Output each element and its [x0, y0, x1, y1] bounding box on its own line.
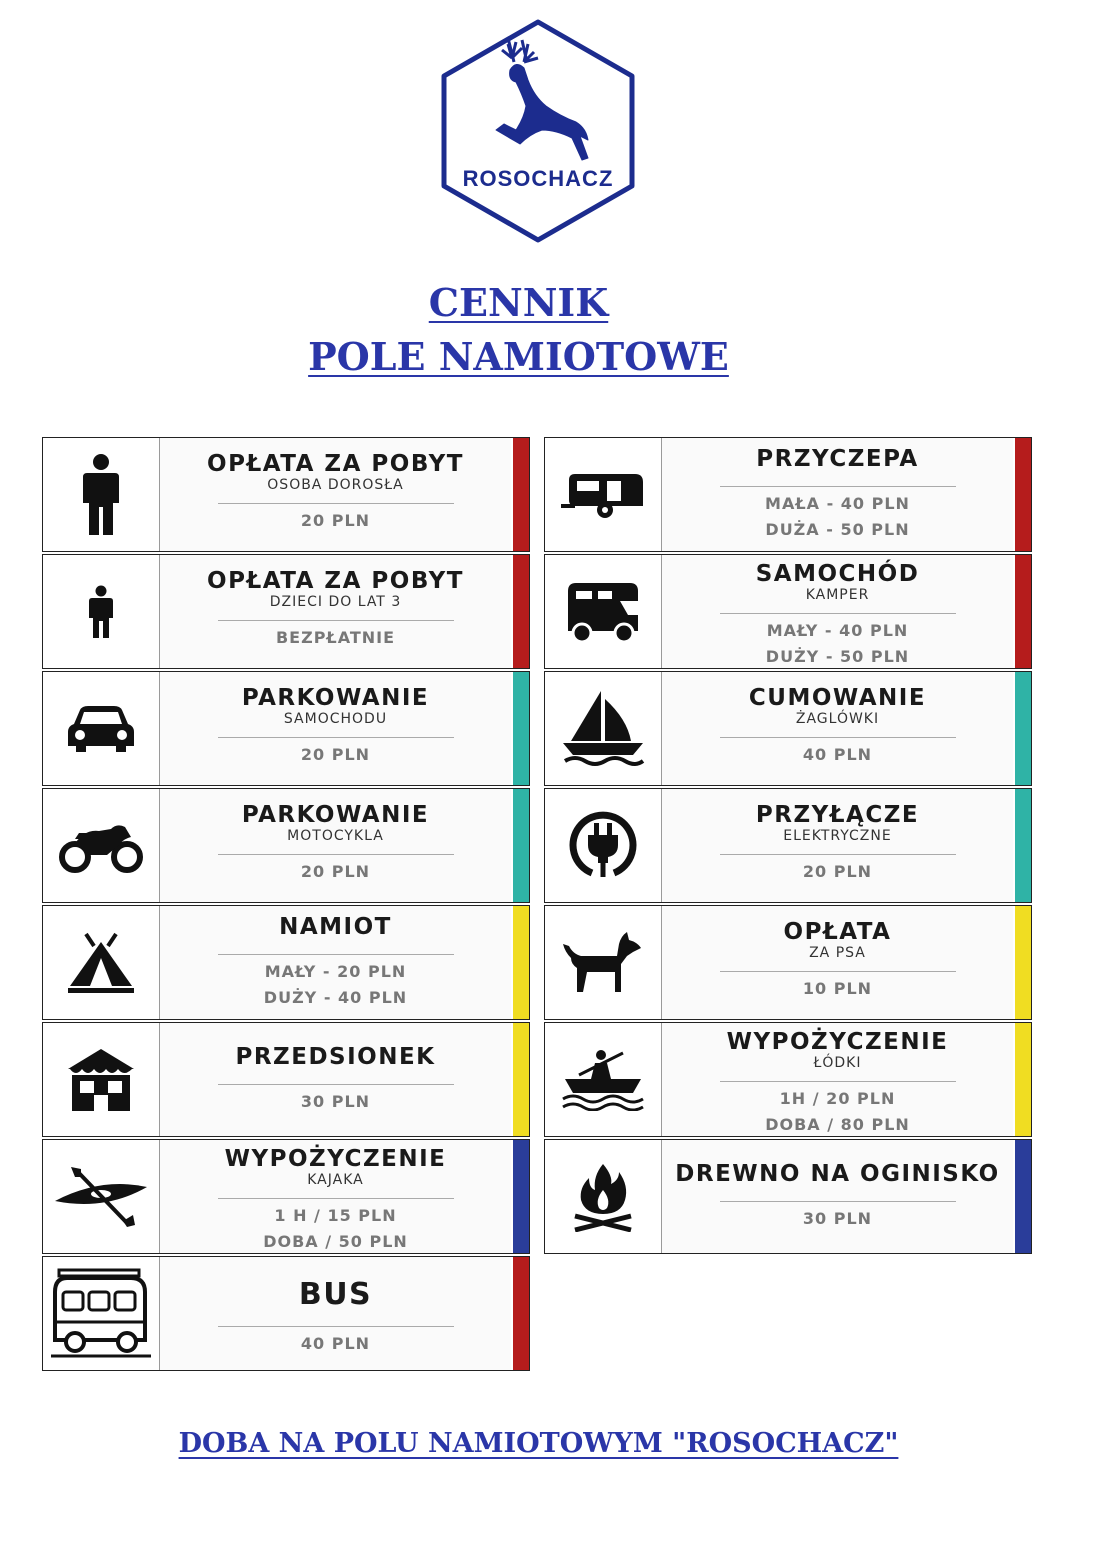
- accent-bar: [513, 906, 529, 1019]
- price-row-text: [160, 1140, 511, 1253]
- row-divider: [218, 737, 454, 738]
- price-row-text: [160, 1257, 511, 1370]
- price-row-text: [662, 1023, 1013, 1136]
- row-title: NAMIOT: [279, 914, 392, 940]
- footer-note: DOBA NA POLU NAMIOTOWYM "ROSOCHACZ": [178, 1428, 899, 1459]
- row-subtitle: ŁÓDKI: [813, 1055, 862, 1071]
- price-row-text: [160, 789, 511, 902]
- row-price: 1 H / 15 PLN: [274, 1206, 397, 1225]
- row-price: 10 PLN: [802, 979, 873, 998]
- row-price: 40 PLN: [300, 1334, 371, 1353]
- accent-bar: [513, 672, 529, 785]
- price-row: [544, 1022, 1032, 1137]
- price-row: [42, 671, 530, 786]
- row-price: MAŁY - 40 PLN: [766, 621, 909, 640]
- row-price: DUŻA - 50 PLN: [765, 520, 910, 539]
- price-row-text: [662, 789, 1013, 902]
- price-row-text: [662, 555, 1013, 668]
- bus-icon: [43, 1257, 160, 1370]
- row-title: WYPOŻYCZENIE: [726, 1029, 949, 1055]
- row-divider: [720, 737, 956, 738]
- price-row: [544, 788, 1032, 903]
- row-divider: [720, 971, 956, 972]
- row-price: 30 PLN: [802, 1209, 873, 1228]
- price-row: [42, 1139, 530, 1254]
- row-price: DUŻY - 40 PLN: [263, 988, 408, 1007]
- caravan-trailer-icon: [545, 438, 662, 551]
- row-subtitle: KAJAKA: [307, 1172, 364, 1188]
- accent-bar: [1015, 672, 1031, 785]
- row-subtitle: SAMOCHODU: [283, 711, 388, 727]
- accent-bar: [1015, 789, 1031, 902]
- row-divider: [720, 613, 956, 614]
- row-title: WYPOŻYCZENIE: [224, 1146, 447, 1172]
- row-divider: [720, 1081, 956, 1082]
- accent-bar: [1015, 555, 1031, 668]
- row-divider: [218, 1326, 454, 1327]
- row-divider: [218, 1084, 454, 1085]
- tent-icon: [43, 906, 160, 1019]
- heading-line2: POLE NAMIOTOWE: [308, 334, 729, 379]
- row-price: 20 PLN: [300, 862, 371, 881]
- row-title: SAMOCHÓD: [755, 561, 920, 587]
- price-row-text: [662, 1140, 1013, 1253]
- price-row: [544, 1139, 1032, 1254]
- price-row-text: [662, 906, 1013, 1019]
- row-divider: [218, 1198, 454, 1199]
- logo-text: ROSOCHACZ: [462, 166, 614, 191]
- price-row: [544, 671, 1032, 786]
- row-price: MAŁY - 20 PLN: [264, 962, 407, 981]
- row-divider: [720, 486, 956, 487]
- row-divider: [218, 503, 454, 504]
- row-subtitle: MOTOCYKLA: [287, 828, 384, 844]
- car-icon: [43, 672, 160, 785]
- row-subtitle: OSOBA DOROSŁA: [267, 477, 404, 493]
- row-title: OPŁATA ZA POBYT: [207, 451, 464, 477]
- campfire-icon: [545, 1140, 662, 1253]
- price-row: [42, 1256, 530, 1371]
- row-title: OPŁATA ZA POBYT: [207, 568, 464, 594]
- price-row-text: [160, 906, 511, 1019]
- row-title: PARKOWANIE: [241, 685, 430, 711]
- price-row: [42, 554, 530, 669]
- rowboat-icon: [545, 1023, 662, 1136]
- row-title: PRZYŁĄCZE: [755, 802, 920, 828]
- accent-bar: [513, 555, 529, 668]
- dog-icon: [545, 906, 662, 1019]
- price-row: [42, 905, 530, 1020]
- row-divider: [218, 854, 454, 855]
- accent-bar: [1015, 1140, 1031, 1253]
- row-divider: [720, 854, 956, 855]
- row-subtitle: ELEKTRYCZNE: [783, 828, 892, 844]
- price-row-text: [662, 672, 1013, 785]
- child-person-icon: [43, 555, 160, 668]
- canopy-icon: [43, 1023, 160, 1136]
- price-row-text: [160, 672, 511, 785]
- row-subtitle: KAMPER: [805, 587, 870, 603]
- row-divider: [218, 954, 454, 955]
- adult-person-icon: [43, 438, 160, 551]
- row-price: DOBA / 50 PLN: [263, 1232, 408, 1251]
- accent-bar: [513, 1140, 529, 1253]
- row-subtitle: ZA PSA: [809, 945, 866, 961]
- heading-line1: CENNIK: [428, 280, 609, 325]
- price-row-text: [662, 438, 1013, 551]
- price-row: [544, 554, 1032, 669]
- row-price: MAŁA - 40 PLN: [765, 494, 910, 513]
- accent-bar: [513, 1257, 529, 1370]
- price-row-text: [160, 1023, 511, 1136]
- row-title: DREWNO NA OGINISKO: [675, 1161, 1000, 1187]
- row-divider: [720, 1201, 956, 1202]
- row-title: PRZEDSIONEK: [235, 1044, 436, 1070]
- price-row: [42, 1022, 530, 1137]
- row-price: BEZPŁATNIE: [275, 628, 396, 647]
- row-price: 1H / 20 PLN: [779, 1089, 896, 1108]
- kayak-icon: [43, 1140, 160, 1253]
- price-row-text: [160, 555, 511, 668]
- row-price: 20 PLN: [802, 862, 873, 881]
- price-row-text: [160, 438, 511, 551]
- accent-bar: [513, 1023, 529, 1136]
- row-price: DOBA / 80 PLN: [765, 1115, 910, 1134]
- row-title: PARKOWANIE: [241, 802, 430, 828]
- row-title: CUMOWANIE: [748, 685, 927, 711]
- accent-bar: [513, 789, 529, 902]
- row-title: OPŁATA: [783, 919, 892, 945]
- row-price: DUŻY - 50 PLN: [765, 647, 910, 666]
- price-row: [544, 437, 1032, 552]
- price-row: [544, 905, 1032, 1020]
- row-subtitle: ŻAGLÓWKI: [795, 711, 880, 727]
- price-row: [42, 437, 530, 552]
- motorcycle-icon: [43, 789, 160, 902]
- row-price: 20 PLN: [300, 511, 371, 530]
- accent-bar: [1015, 1023, 1031, 1136]
- row-price: 30 PLN: [300, 1092, 371, 1111]
- row-title: BUS: [298, 1277, 373, 1312]
- accent-bar: [1015, 438, 1031, 551]
- rosochacz-logo: [438, 18, 638, 244]
- electric-plug-icon: [545, 789, 662, 902]
- row-title: PRZYCZEPA: [756, 446, 919, 472]
- accent-bar: [1015, 906, 1031, 1019]
- row-price: 20 PLN: [300, 745, 371, 764]
- sailboat-icon: [545, 672, 662, 785]
- row-subtitle: DZIECI DO LAT 3: [269, 594, 402, 610]
- price-row: [42, 788, 530, 903]
- row-price: 40 PLN: [802, 745, 873, 764]
- row-divider: [218, 620, 454, 621]
- accent-bar: [513, 438, 529, 551]
- camper-van-icon: [545, 555, 662, 668]
